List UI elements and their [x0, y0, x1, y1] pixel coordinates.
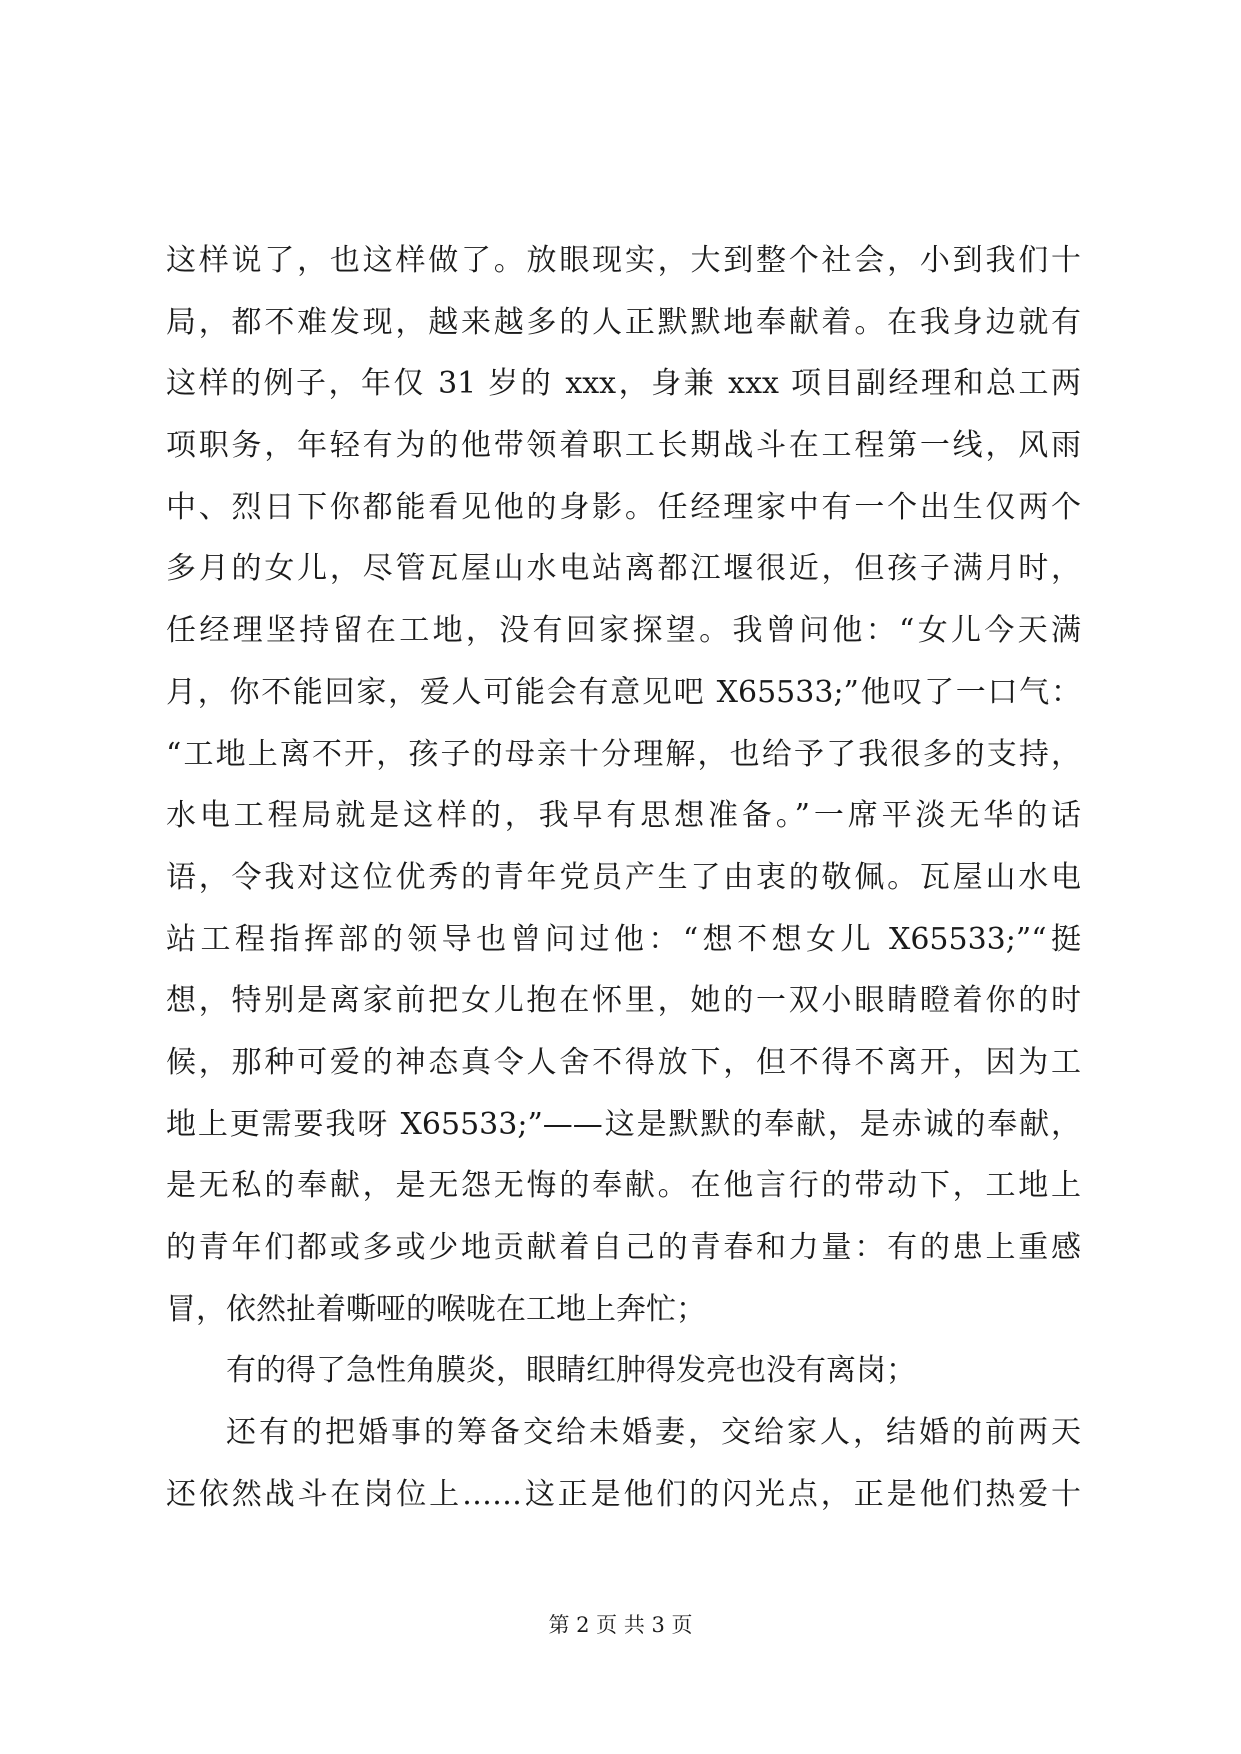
page-footer — [0, 1610, 1241, 1640]
paragraph-line: 有的得了急性角膜炎，眼睛红肿得发亮也没有离岗； — [226, 1353, 916, 1389]
text-line: 多月的女儿，尽管瓦屋山水电站离都江堰很近，但孩子满月时， — [166, 551, 1081, 587]
text-line: 这样说了，也这样做了。放眼现实，大到整个社会，小到我们十 — [166, 243, 1081, 278]
text-line: 的青年们都或多或少地贡献着自己的青春和力量：有的患上重感 — [166, 1230, 1081, 1265]
paragraph-first-line: 还有的把婚事的筹备交给未婚妻，交给家人，结婚的前两天 — [226, 1415, 1081, 1451]
text-line: 月，你不能回家，爱人可能会有意见吧 X65533;”他叹了一口气： — [166, 674, 1081, 710]
text-line: “工地上离不开，孩子的母亲十分理解，也给予了我很多的支持， — [166, 736, 1081, 772]
text-line: 地上更需要我呀 X65533;”——这是默默的奉献，是赤诚的奉献， — [166, 1106, 1081, 1142]
text-line: 中、烈日下你都能看见他的身影。任经理家中有一个出生仅两个 — [166, 489, 1081, 525]
text-line: 还依然战斗在岗位上……这正是他们的闪光点，正是他们热爱十 — [166, 1476, 1081, 1512]
text-line: 是无私的奉献，是无怨无悔的奉献。在他言行的带动下，工地上 — [166, 1168, 1081, 1204]
text-line: 局，都不难发现，越来越多的人正默默地奉献着。在我身边就有 — [166, 304, 1081, 340]
text-line: 候，那种可爱的神态真令人舍不得放下，但不得不离开，因为工 — [166, 1044, 1081, 1080]
text-line: 任经理坚持留在工地，没有回家探望。我曾问他：“女儿今天满 — [166, 613, 1081, 649]
text-line: 想，特别是离家前把女儿抱在怀里，她的一双小眼睛瞪着你的时 — [166, 983, 1081, 1019]
body-text — [166, 230, 1081, 1525]
text-line: 这样的例子，年仅 31 岁的 xxx，身兼 xxx 项目副经理和总工两 — [166, 366, 1081, 402]
text-line: 语，令我对这位优秀的青年党员产生了由衷的敬佩。瓦屋山水电 — [166, 859, 1081, 895]
text-line: 水电工程局就是这样的，我早有思想准备。”一席平淡无华的话 — [166, 798, 1081, 834]
paragraph-end-line: 冒，依然扯着嘶哑的喉咙在工地上奔忙； — [166, 1291, 706, 1327]
page-number: 第 2 页 共 3 页 — [548, 1613, 693, 1637]
text-line: 项职务，年轻有为的他带领着职工长期战斗在工程第一线，风雨 — [166, 428, 1081, 464]
text-line: 站工程指挥部的领导也曾问过他：“想不想女儿 X65533;”“挺 — [166, 921, 1081, 957]
